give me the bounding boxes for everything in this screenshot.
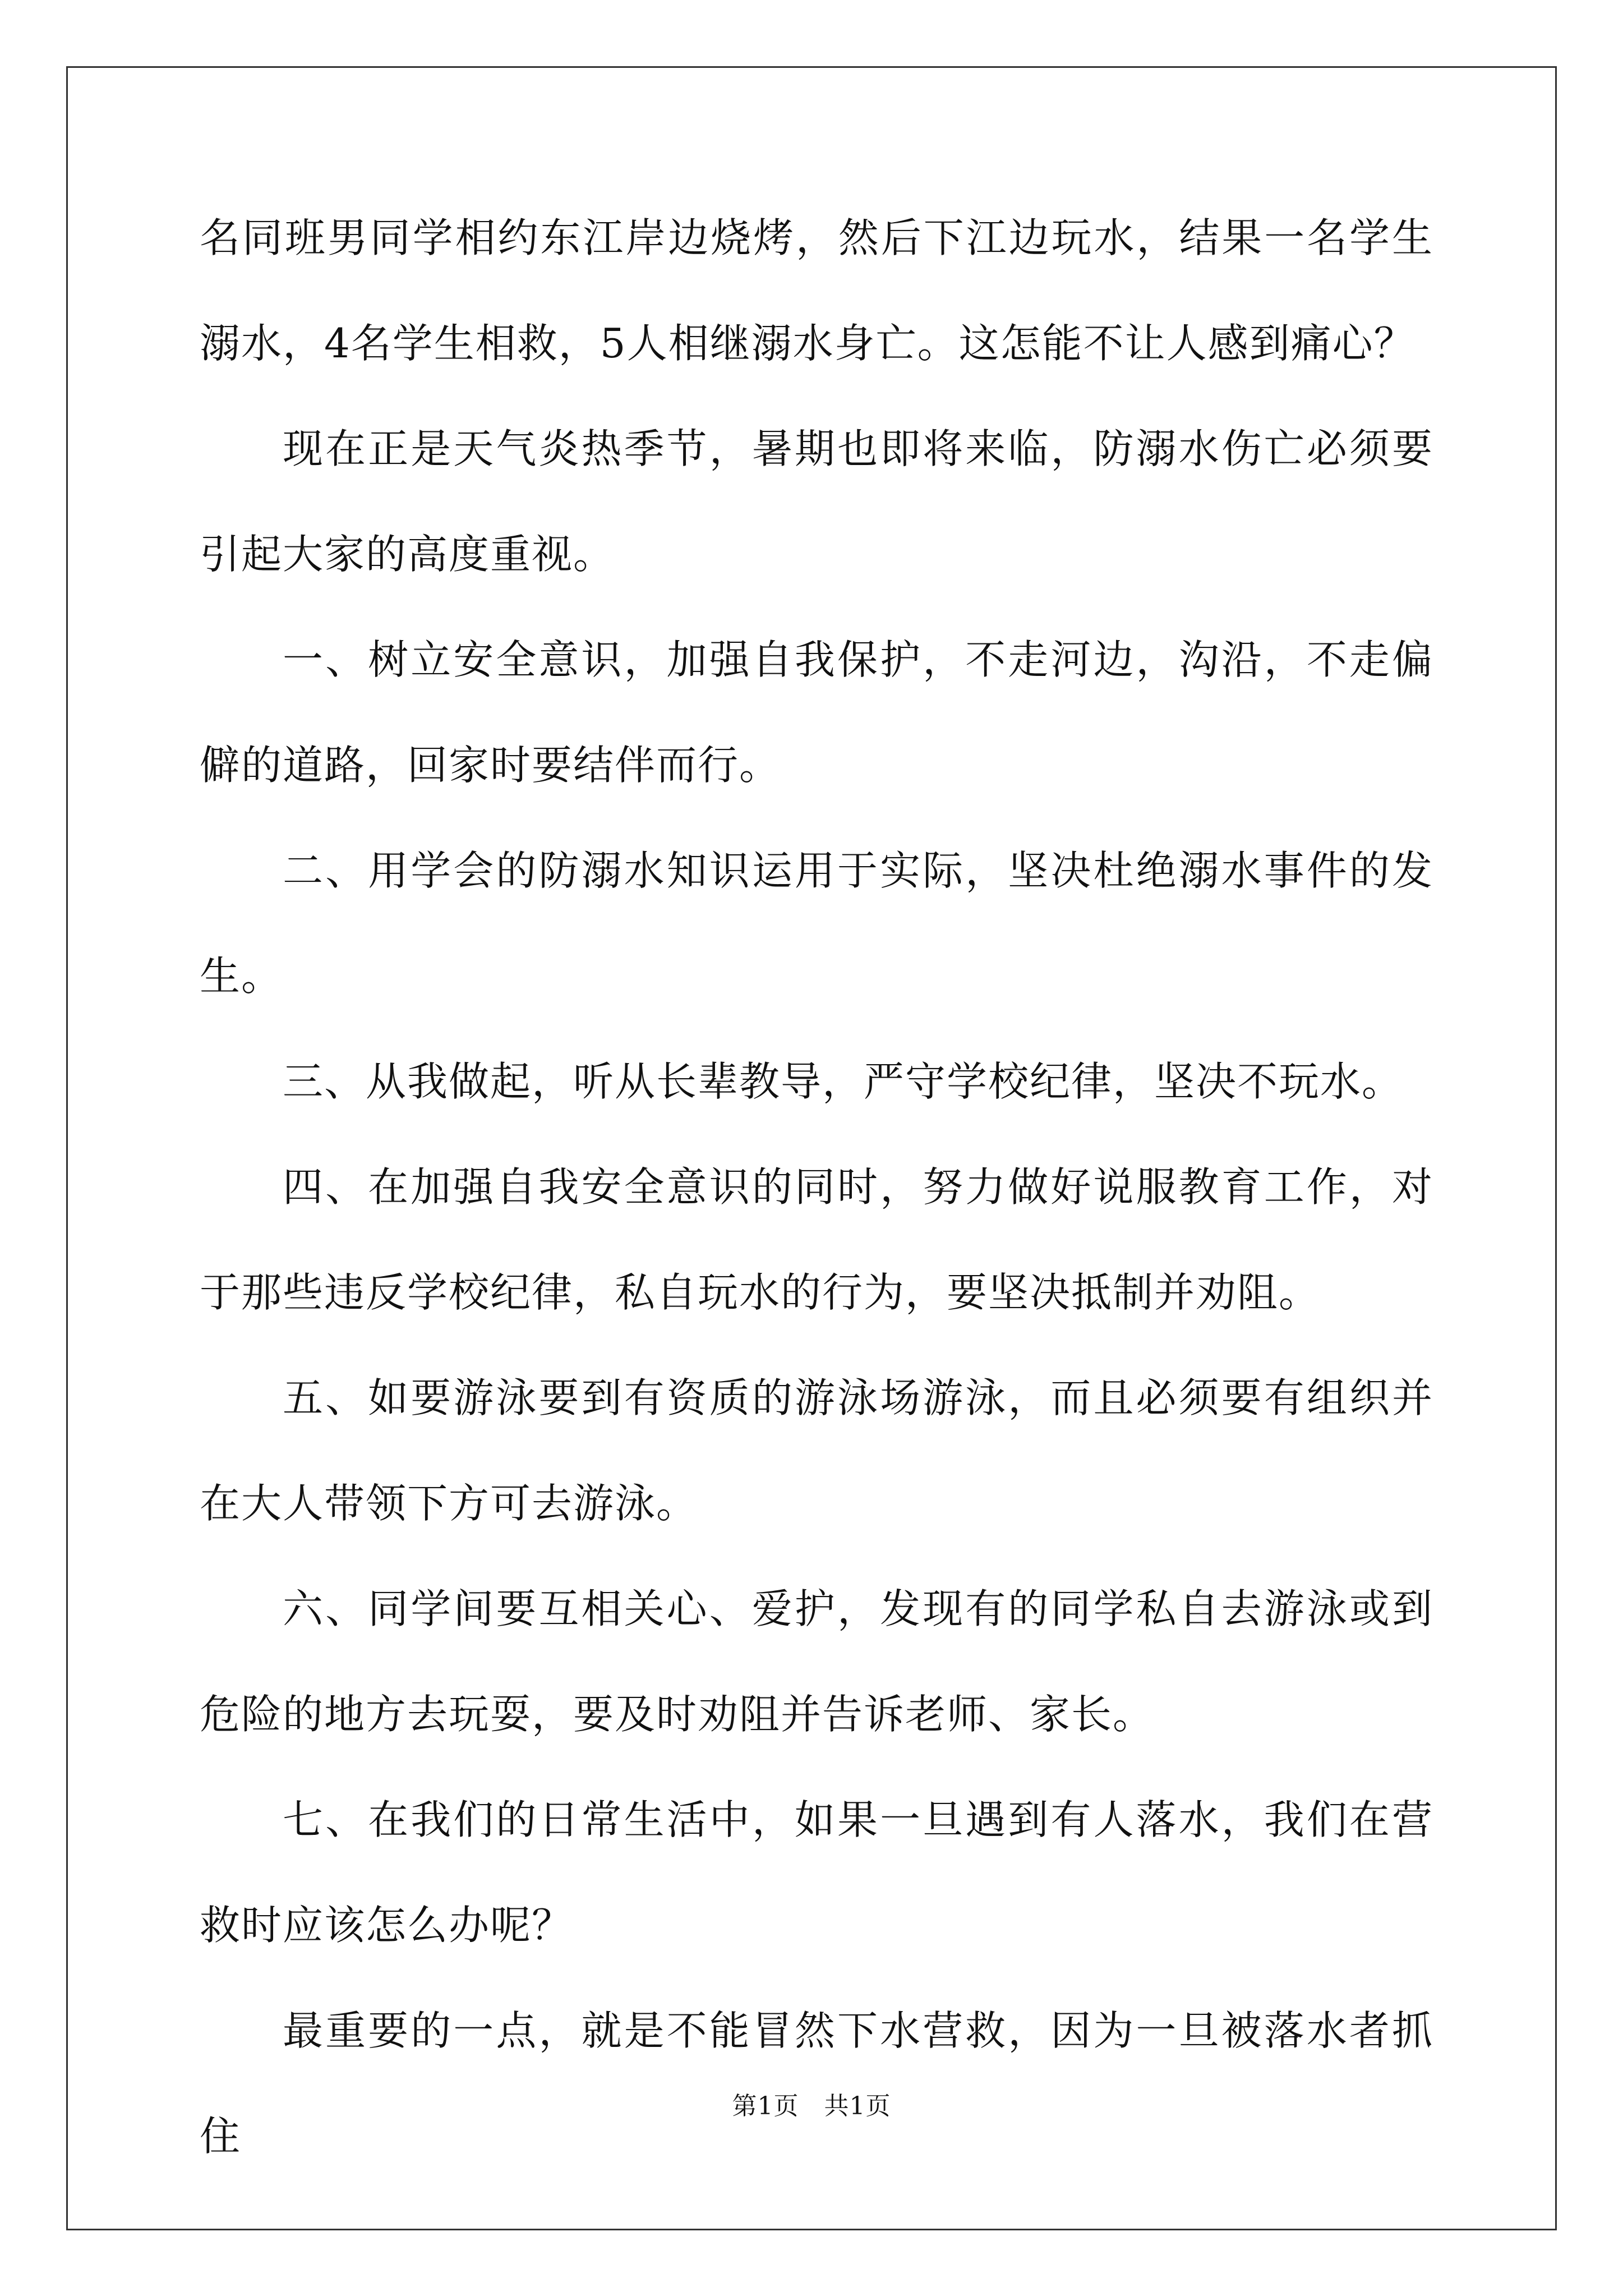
paragraph: 名同班男同学相约东江岸边烧烤，然后下江边玩水，结果一名学生溺水，4名学生相救，5人相继溺水身亡。这怎能不让人感到痛心？ <box>200 214 1433 367</box>
paragraph: 七、在我们的日常生活中，如果一旦遇到有人落水，我们在营救时应该怎么办呢？ <box>200 1796 1433 1949</box>
document-body <box>200 185 1433 2189</box>
page-number-footer: 第1页 共1页 <box>732 2092 891 2120</box>
paragraph: 三、从我做起，听从长辈教导，严守学校纪律，坚决不玩水。 <box>283 1058 1404 1105</box>
paragraph: 最重要的一点，就是不能冒然下水营救，因为一旦被落水者抓住 <box>200 2007 1433 2160</box>
paragraph: 一、树立安全意识，加强自我保护，不走河边，沟沿，不走偏僻的道路，回家时要结伴而行。 <box>200 636 1433 789</box>
paragraph: 四、在加强自我安全意识的同时，努力做好说服教育工作，对于那些违反学校纪律，私自玩水的行为，要坚决抵制并劝阻。 <box>200 1163 1433 1316</box>
paragraph: 二、用学会的防溺水知识运用于实际，坚决杜绝溺水事件的发生。 <box>200 847 1433 1000</box>
paragraph: 五、如要游泳要到有资质的游泳场游泳，而且必须要有组织并在大人带领下方可去游泳。 <box>200 1374 1433 1527</box>
paragraph: 六、同学间要互相关心、爱护，发现有的同学私自去游泳或到危险的地方去玩耍，要及时劝阻并告诉老师、家长。 <box>200 1585 1433 1738</box>
paragraph: 现在正是天气炎热季节，暑期也即将来临，防溺水伤亡必须要引起大家的高度重视。 <box>200 425 1433 578</box>
